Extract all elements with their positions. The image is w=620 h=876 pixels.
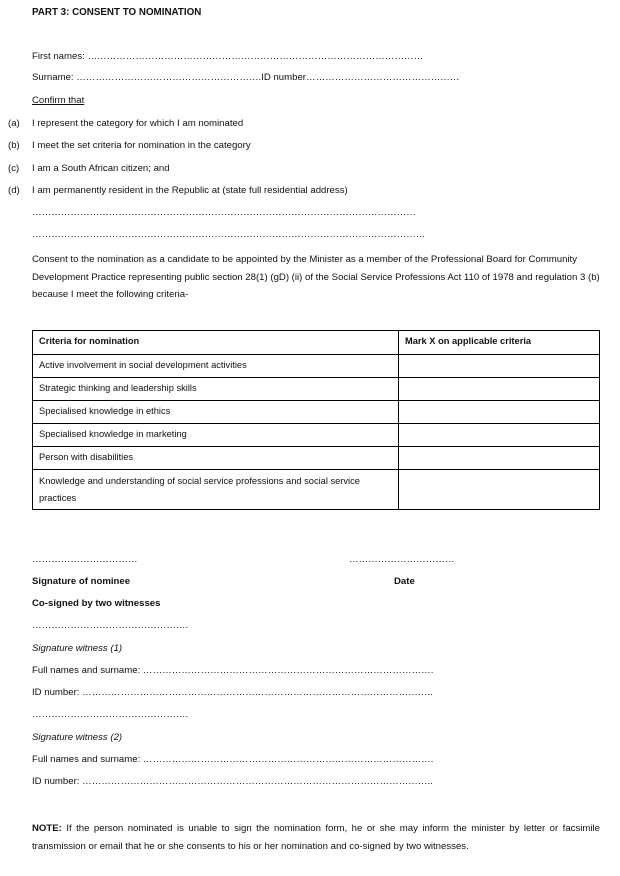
column-header-mark: Mark X on applicable criteria [399,331,600,355]
table-row [33,355,600,378]
list-marker: (c) [8,163,20,174]
criteria-cell: Active involvement in social development activities [33,355,399,378]
list-item: I represent the category for which I am nominated [32,118,244,129]
table-row [33,378,600,401]
table-row [33,401,600,424]
column-header-criteria: Criteria for nomination [33,331,399,355]
witness2-label: Signature witness (2) [32,732,123,743]
criteria-cell: Strategic thinking and leadership skills [33,378,399,401]
note-label: NOTE: [32,823,62,834]
criteria-cell: Person with disabilities [33,447,399,470]
surname-id-field[interactable]: Surname: ………………………………………………….ID number………………………………………… [32,72,460,83]
address-line[interactable]: ………………………………………………………………………………………………………… [32,207,416,218]
witness1-label: Signature witness (1) [32,643,123,654]
first-names-field[interactable]: First names: …………………………………………………………………………………………… [32,51,424,62]
mark-cell[interactable] [399,424,600,447]
page-title: PART 3: CONSENT TO NOMINATION [32,7,202,18]
note-text: If the person nominated is unable to sign the nomination form, he or she may inform the minister by letter or facsimile transmission or email that he or she consents to his or her nomination and co-signed by two witnesses. [32,823,600,852]
table-row [33,470,600,510]
consent-paragraph: Consent to the nomination as a candidate to be appointed by the Minister as a member of the Professional Board for Community Development Practice representing public section 28(1) (gD) (ii) of the Social Service Professions Act 110 of 1978 and regulation 3 (b) because I meet the following criteria- [32,254,600,300]
witness1-signature-line[interactable]: …………………………………………. [32,620,189,631]
list-item: I am a South African citizen; and [32,163,170,174]
mark-cell[interactable] [399,355,600,378]
date-line[interactable]: …………………………… [349,554,455,565]
mark-cell[interactable] [399,378,600,401]
witness2-id-field[interactable]: ID number: ……………………………………………………………………………………………….. [32,776,433,787]
table-row [33,447,600,470]
table-row [33,424,600,447]
criteria-cell: Knowledge and understanding of social service professions and social service practices [33,470,399,510]
witness2-signature-line[interactable]: …………………………………………. [32,709,189,720]
list-item: I am permanently resident in the Republic at (state full residential address) [32,185,348,196]
mark-cell[interactable] [399,447,600,470]
mark-cell[interactable] [399,470,600,510]
list-marker: (d) [8,185,20,196]
note-paragraph [32,820,600,856]
address-line[interactable]: …………………………………………………………………………………………………………… [32,229,426,240]
list-marker: (b) [8,140,20,151]
list-marker: (a) [8,118,20,129]
witness2-names-field[interactable]: Full names and surname: ………………………………………………………………………………. [32,754,434,765]
confirm-that-heading: Confirm that [32,95,85,106]
list-item: I meet the set criteria for nomination in the category [32,140,251,151]
nominee-signature-line[interactable]: …………………………… [32,554,138,565]
signature-of-nominee-label: Signature of nominee [32,576,131,587]
table-header [33,331,600,355]
mark-cell[interactable] [399,401,600,424]
cosigned-heading: Co-signed by two witnesses [32,598,161,609]
criteria-cell: Specialised knowledge in ethics [33,401,399,424]
criteria-cell: Specialised knowledge in marketing [33,424,399,447]
witness1-id-field[interactable]: ID number: ……………………………………………………………………………………………….. [32,687,433,698]
criteria-table [32,330,600,510]
date-label: Date [394,576,415,587]
witness1-names-field[interactable]: Full names and surname: ………………………………………………………………………………. [32,665,434,676]
